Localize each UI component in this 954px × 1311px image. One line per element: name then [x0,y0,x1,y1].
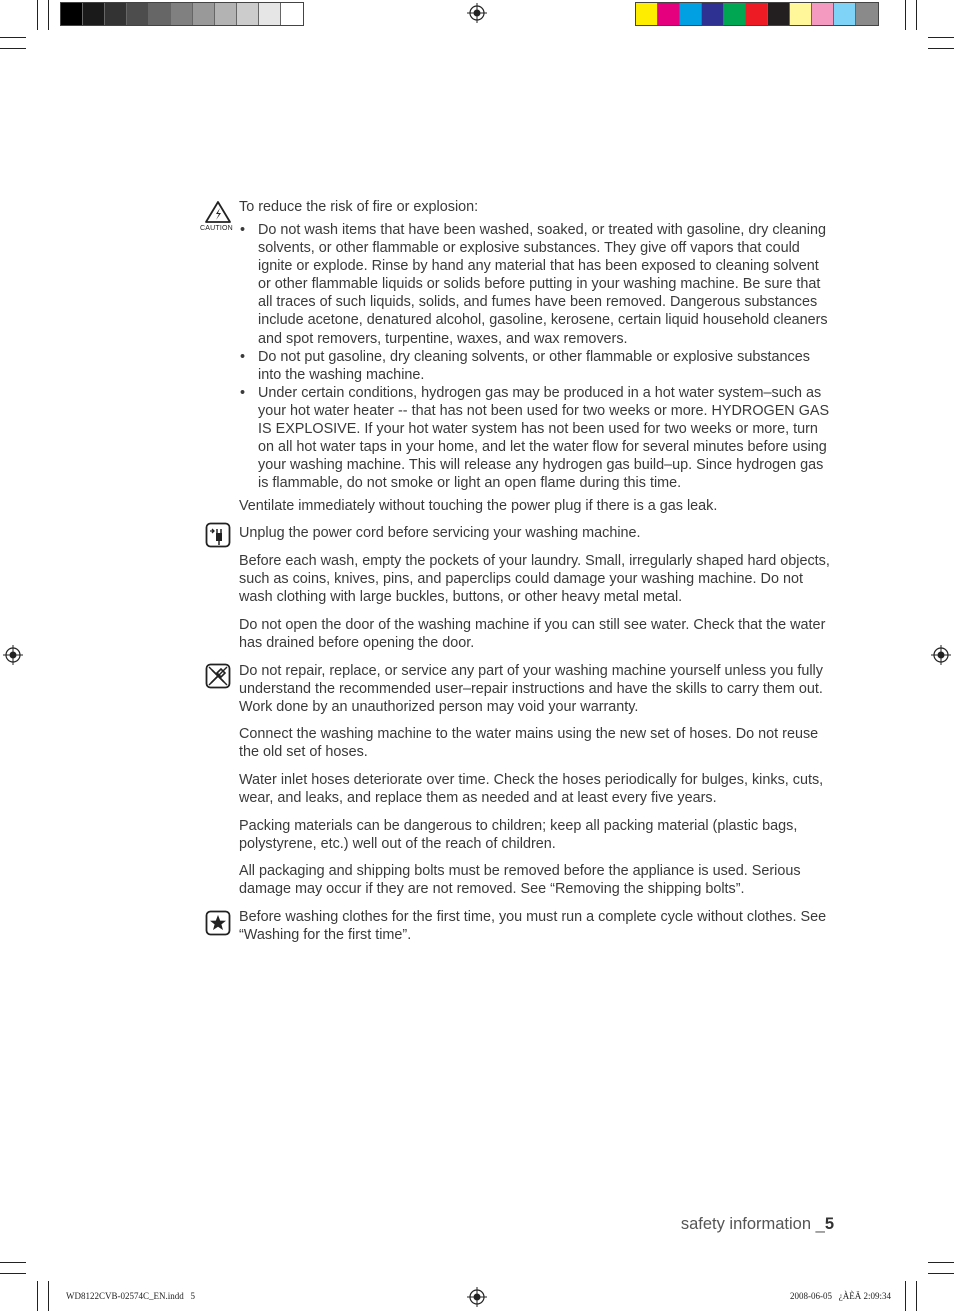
crop-mark [0,1262,26,1263]
color-swatch [149,3,171,25]
color-swatch [746,3,768,25]
crop-mark [928,37,954,38]
crop-mark [37,0,38,30]
list-item [239,221,835,348]
list-item [239,384,835,493]
crop-mark [905,1281,906,1311]
color-swatch [61,3,83,25]
color-swatch [790,3,812,25]
color-swatch [636,3,658,25]
registration-mark-icon [467,1287,487,1307]
caution-bullet-list [239,221,835,492]
crop-mark [928,48,954,49]
page-number: 5 [824,1215,834,1233]
no-disassembly-icon [205,663,231,689]
crop-mark [916,1281,917,1311]
unplug-icon [205,522,231,548]
bullet-text: • Do not wash items that have been washed, soaked, or treated with gasoline, dry cleaning solvents, or other flammable or explosive substances. They give off vapors that could ignite or explode. Rinse by hand any material that has been exposed to cleaning solvent or other flammable liquids or solids before putting in your washing machine. Be sure that all traces of such liquids, solids, and fumes have been removed. Dangerous substances include acetone, denatured alcohol, gasoline, kerosene, certain liquid household cleaners and spot removers, turpentine, waxes, and wax removers. [258,222,828,347]
color-swatch [259,3,281,25]
door-text: Do not open the door of the washing machine if you can still see water. Check that the water has drained before opening the door. [239,617,826,652]
registration-mark-icon [931,645,951,665]
packing-text: Packing materials can be dangerous to children; keep all packing material (plastic bags, polystyrene, etc.) well out of the reach of children. [239,818,798,853]
slug-timestamp: 2008-06-05 ¿ÀÈÄ 2:09:34 [790,1291,891,1301]
bullet-text: • Under certain conditions, hydrogen gas may be produced in a hot water system–such as your hot water heater -- that has not been used for two weeks or more. HYDROGEN GAS IS EXPLOSIVE. If your hot water system has not been used for two weeks or more, turn on all hot water taps in your home, and let the water flow for several minutes before using your washing machine. This will release any hydrogen gas build–up. Since hydrogen gas is flammable, do not smoke or light an open flame during this time. [258,384,830,492]
repair-text: Do not repair, replace, or service any part of your washing machine yourself unless you fully understand the recommended user–repair instructions and have the skills to carry them out. Work done by an unauthorized person may void your warranty. [239,663,823,716]
color-swatch [812,3,834,25]
page-footer [681,1215,834,1234]
crop-mark [37,1281,38,1311]
registration-mark-icon [467,3,487,23]
registration-mark-icon [3,645,23,665]
crop-mark [905,0,906,30]
bullet-text: • Do not put gasoline, dry cleaning solvents, or other flammable or explosive substances into the washing machine. [258,348,810,383]
list-item [239,348,835,384]
color-swatch [127,3,149,25]
star-note-icon [205,910,231,936]
color-swatch [105,3,127,25]
crop-mark [0,37,26,38]
gray-color-bar [60,2,304,26]
color-swatch [83,3,105,25]
crop-mark [928,1262,954,1263]
color-swatch [658,3,680,25]
hoses-check-text: Water inlet hoses deteriorate over time. Check the hoses periodically for bulges, kinks, cuts, wear, and leaks, and replace them as needed and at least every five years. [239,772,824,807]
caution-triangle-icon [204,200,232,224]
caution-label: CAUTION [200,225,233,232]
color-swatch [702,3,724,25]
bolts-text: All packaging and shipping bolts must be removed before the appliance is used. Serious damage may occur if they are not removed. See “Removing the shipping bolts”. [239,863,801,898]
cmyk-color-bar [635,2,879,26]
color-swatch [768,3,790,25]
section-title: safety information _ [680,1215,825,1233]
color-swatch [724,3,746,25]
crop-mark [916,0,917,30]
pockets-text: Before each wash, empty the pockets of your laundry. Small, irregularly shaped hard objects, such as coins, knives, pins, and paperclips could damage your washing machine. Do not wash clothing with large buckles, buttons, or other heavy metal metal. [239,553,830,606]
first-wash-text: Before washing clothes for the first time, you must run a complete cycle without clothes. See “Washing for the first time”. [239,909,827,944]
color-swatch [856,3,878,25]
crop-mark [0,48,26,49]
color-swatch [193,3,215,25]
crop-mark [0,1273,26,1274]
caution-intro: To reduce the risk of fire or explosion: [239,199,479,215]
color-swatch [237,3,259,25]
crop-mark [48,0,49,30]
crop-mark [928,1273,954,1274]
ventilate-text: Ventilate immediately without touching the power plug if there is a gas leak. [239,498,718,514]
crop-mark [48,1281,49,1311]
unplug-text: Unplug the power cord before servicing your washing machine. [239,525,641,541]
hoses-new-text: Connect the washing machine to the water mains using the new set of hoses. Do not reuse the old set of hoses. [239,726,819,761]
slug-filename: WD8122CVB-02574C_EN.indd 5 [66,1291,195,1301]
color-swatch [281,3,303,25]
color-swatch [680,3,702,25]
color-swatch [834,3,856,25]
color-swatch [171,3,193,25]
color-swatch [215,3,237,25]
